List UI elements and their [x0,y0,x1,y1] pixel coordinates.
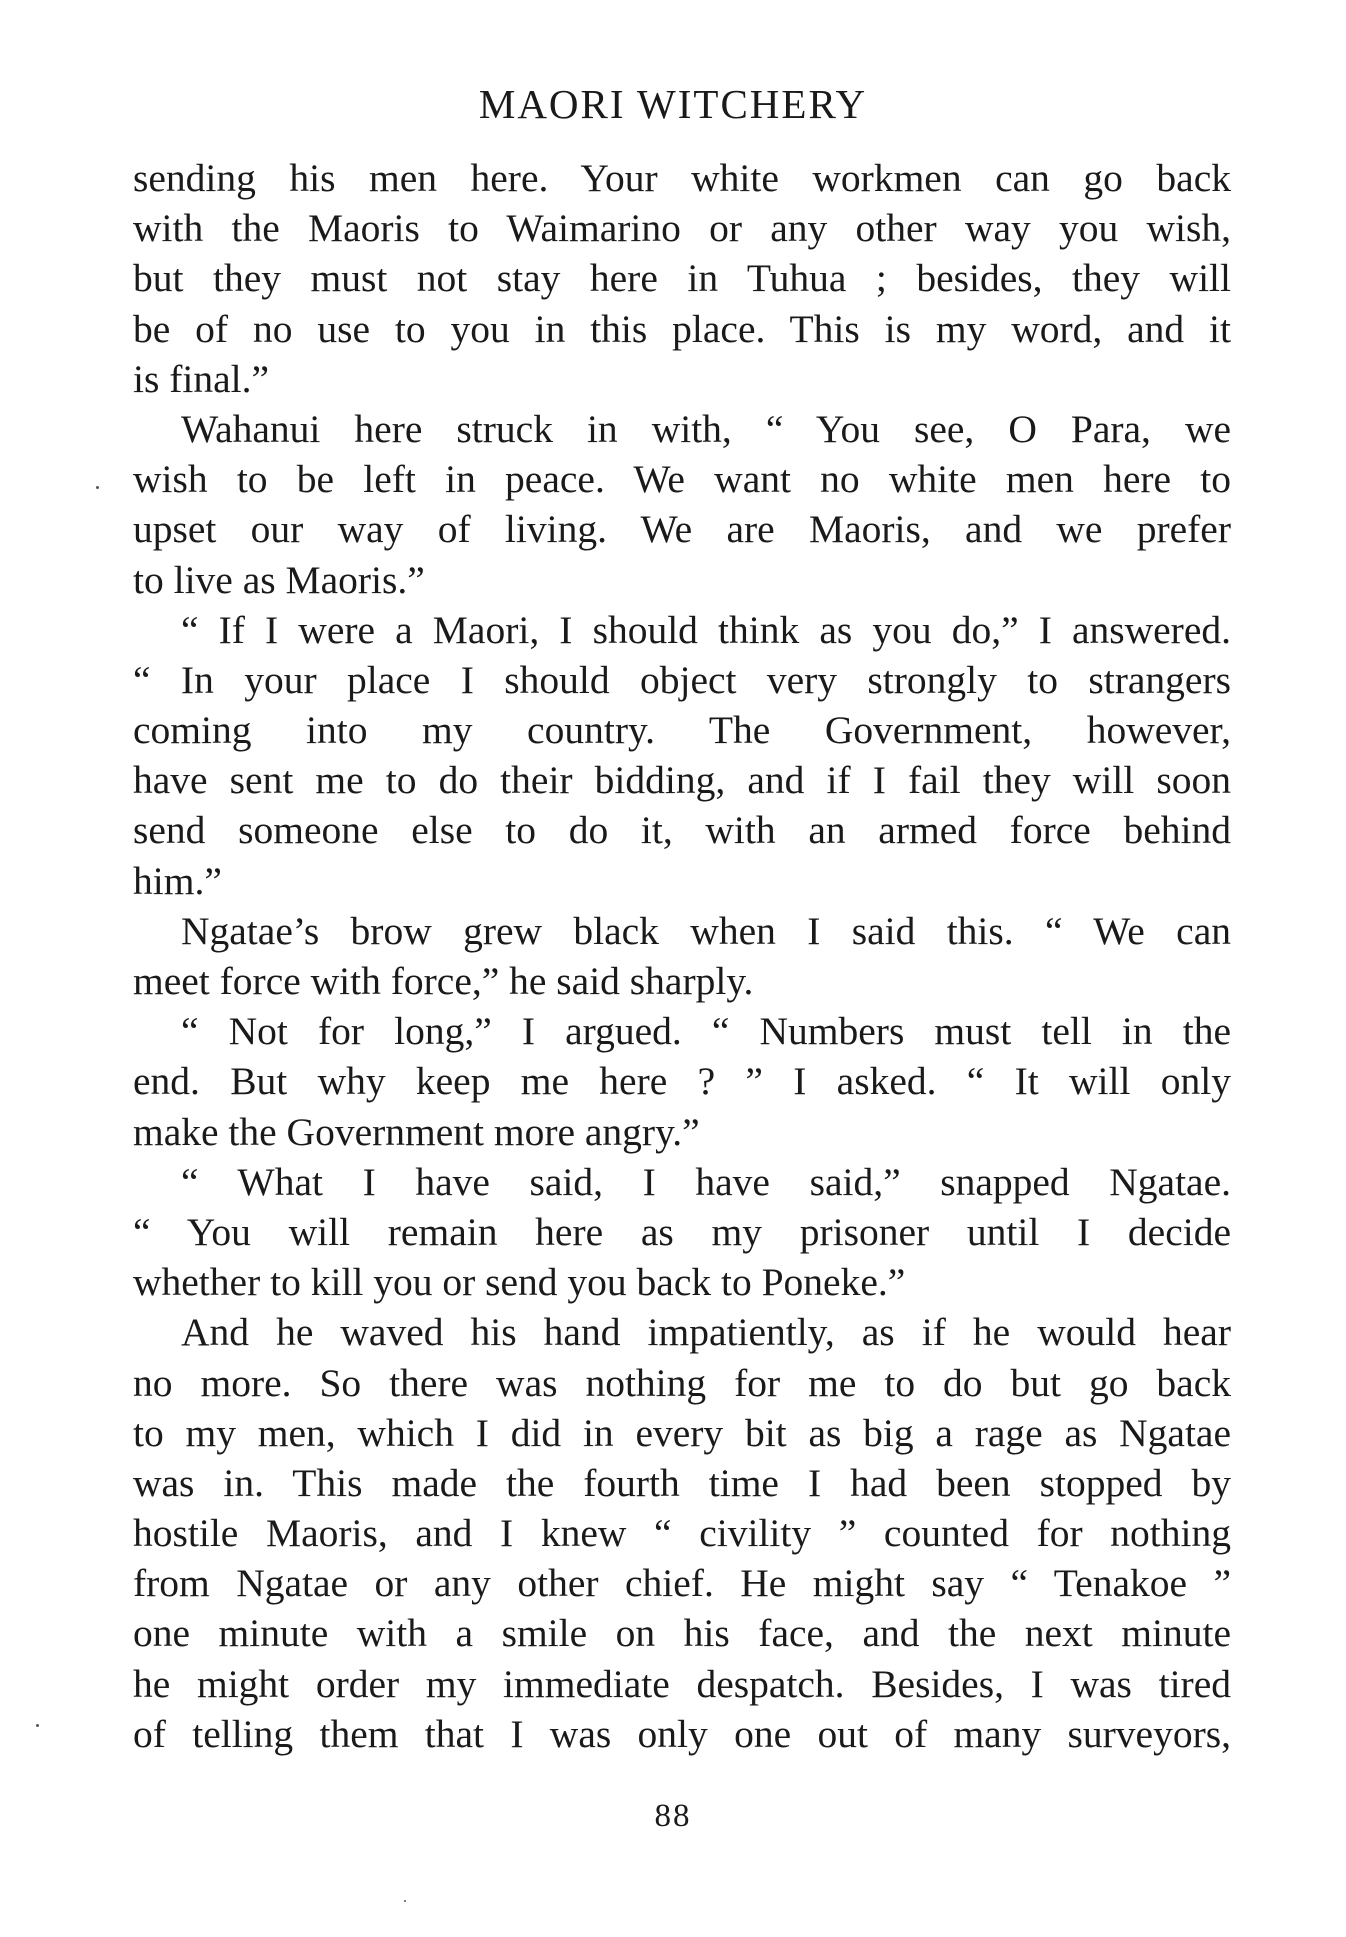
text-line: whether to kill you or send you back to Poneke.” [133,1260,906,1305]
running-head: MAORI WITCHERY [478,81,868,127]
text-line: “ If I were a Maori, I should think as you do,” I answered. [181,607,1231,652]
scan-speck [36,1724,39,1727]
text-line: “ You will remain here as my prisoner until I decide [133,1209,1231,1254]
text-line: to live as Maoris.” [133,557,425,602]
text-line: end. But why keep me here ? ” I asked. “ It will only [133,1059,1231,1104]
scan-speck [404,1900,406,1902]
text-line: wish to be left in peace. We want no white men here to [133,457,1231,502]
text-line: And he waved his hand impatiently, as if he would hear [181,1310,1231,1355]
text-line: “ Not for long,” I argued. “ Numbers must tell in the [181,1009,1231,1054]
text-line: upset our way of living. We are Maoris, and we prefer [133,507,1231,552]
text-line: Ngatae’s brow grew black when I said this. “ We can [181,908,1231,953]
text-line: send someone else to do it, with an armed force behind [133,808,1231,853]
text-line: sending his men here. Your white workmen can go back [133,156,1231,200]
text-line: to my men, which I did in every bit as big a rage as Ngatae [133,1410,1231,1455]
text-line: Wahanui here struck in with, “ You see, O Para, we [181,406,1231,451]
text-line: one minute with a smile on his face, and the next minute [133,1611,1231,1656]
scan-speck [96,486,99,489]
text-line: but they must not stay here in Tuhua ; besides, they will [133,256,1231,301]
text-line: “ What I have said, I have said,” snapped Ngatae. [181,1159,1231,1204]
text-line: he might order my immediate despatch. Besides, I was tired [133,1661,1231,1706]
text-line: make the Government more angry.” [133,1109,700,1154]
text-line: have sent me to do their bidding, and if I fail they will soon [133,758,1231,803]
text-line: no more. So there was nothing for me to do but go back [133,1360,1231,1405]
text-line: is final.” [133,356,270,401]
text-line: be of no use to you in this place. This is my word, and it [133,306,1231,351]
text-line: him.” [133,858,222,903]
text-line: from Ngatae or any other chief. He might say “ Tenakoe ” [133,1561,1231,1606]
text-line: with the Maoris to Waimarino or any other way you wish, [133,206,1231,251]
text-line: of telling them that I was only one out of many surveyors, [133,1711,1231,1756]
body-text [133,153,1231,1759]
page-number: 88 [654,1798,692,1834]
text-line: meet force with force,” he said sharply. [133,959,754,1003]
text-line: coming into my country. The Government, however, [133,708,1231,753]
text-line: hostile Maoris, and I knew “ civility ” counted for nothing [133,1511,1231,1556]
text-line: was in. This made the fourth time I had been stopped by [133,1460,1231,1505]
text-line: “ In your place I should object very strongly to strangers [133,657,1231,702]
